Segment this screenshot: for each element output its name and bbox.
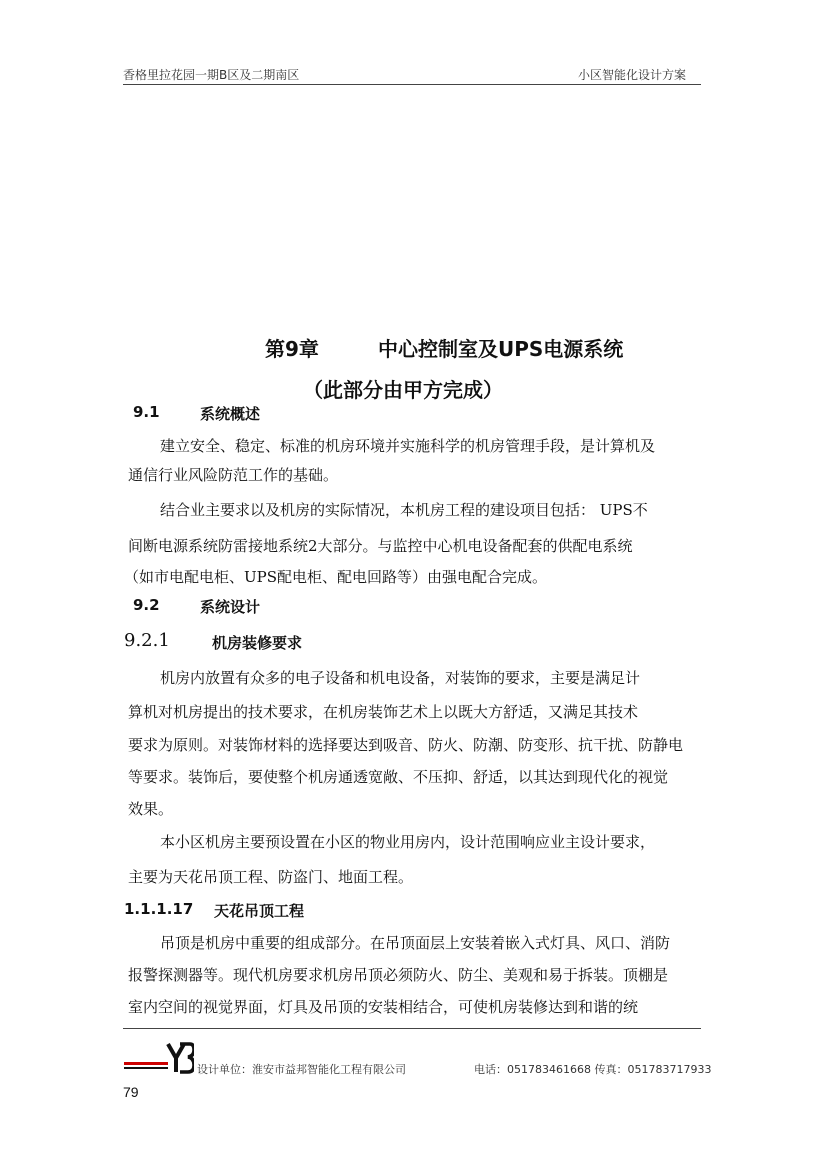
chapter-subtitle: （此部分由甲方完成） (303, 378, 503, 402)
header-left: 香格里拉花园一期B区及二期南区 (123, 68, 300, 82)
footer-rule (123, 1028, 701, 1029)
paragraph-line: 室内空间的视觉界面，灯具及吊顶的安装相结合，可使机房装修达到和谐的统 (128, 998, 639, 1016)
header-rule (123, 84, 701, 85)
section-1-1-1-17-title: 天花吊顶工程 (214, 902, 305, 920)
section-9-2-1-number: 9.2.1 (124, 630, 170, 651)
section-9-1-title: 系统概述 (200, 405, 261, 423)
chapter-number: 第9章 (265, 337, 319, 361)
paragraph-line: （如市电配电柜、UPS配电柜、配电回路等）由强电配合完成。 (124, 568, 548, 586)
paragraph-line: 报警探测器等。现代机房要求机房吊顶必须防火、防尘、美观和易于拆装。顶棚是 (128, 966, 669, 984)
section-1-1-1-17-number: 1.1.1.17 (124, 900, 194, 918)
chapter-title: 中心控制室及UPS电源系统 (378, 337, 624, 361)
paragraph-line: 等要求。装饰后，要使整个机房通透宽敞、不压抑、舒适，以其达到现代化的视觉 (128, 768, 669, 786)
paragraph-line: 主要为天花吊顶工程、防盗门、地面工程。 (128, 868, 414, 886)
paragraph-line: 效果。 (128, 800, 174, 818)
footer-company: 设计单位：淮安市益邦智能化工程有限公司 (197, 1063, 406, 1076)
paragraph-line: 建立安全、稳定、标准的机房环境并实施科学的机房管理手段，是计算机及 (160, 437, 656, 455)
page-number: 79 (123, 1084, 139, 1100)
paragraph-line: 通信行业风险防范工作的基础。 (128, 466, 339, 484)
paragraph-line: 间断电源系统防雷接地系统2大部分。与监控中心机电设备配套的供配电系统 (128, 537, 633, 555)
paragraph-line: 本小区机房主要预设置在小区的物业用房内，设计范围响应业主设计要求， (160, 833, 656, 851)
section-9-2-title: 系统设计 (200, 598, 261, 616)
section-9-2-1-title: 机房装修要求 (212, 634, 303, 652)
company-logo-mark (124, 1040, 194, 1076)
company-logo (124, 1040, 194, 1076)
footer-contact: 电话：051783461668 传真：051783717933 (474, 1063, 712, 1076)
paragraph-line: 机房内放置有众多的电子设备和机电设备，对装饰的要求，主要是满足计 (160, 669, 641, 687)
header-right: 小区智能化设计方案 (578, 68, 687, 82)
paragraph-line: 要求为原则。对装饰材料的选择要达到吸音、防火、防潮、防变形、抗干扰、防静电 (128, 736, 684, 754)
paragraph-line: 吊顶是机房中重要的组成部分。在吊顶面层上安装着嵌入式灯具、风口、消防 (160, 934, 671, 952)
paragraph-line: 结合业主要求以及机房的实际情况，本机房工程的建设项目包括： UPS不 (160, 501, 648, 519)
section-9-1-number: 9.1 (133, 403, 160, 421)
paragraph-line: 算机对机房提出的技术要求，在机房装饰艺术上以既大方舒适，又满足其技术 (128, 703, 639, 721)
section-9-2-number: 9.2 (133, 596, 160, 614)
